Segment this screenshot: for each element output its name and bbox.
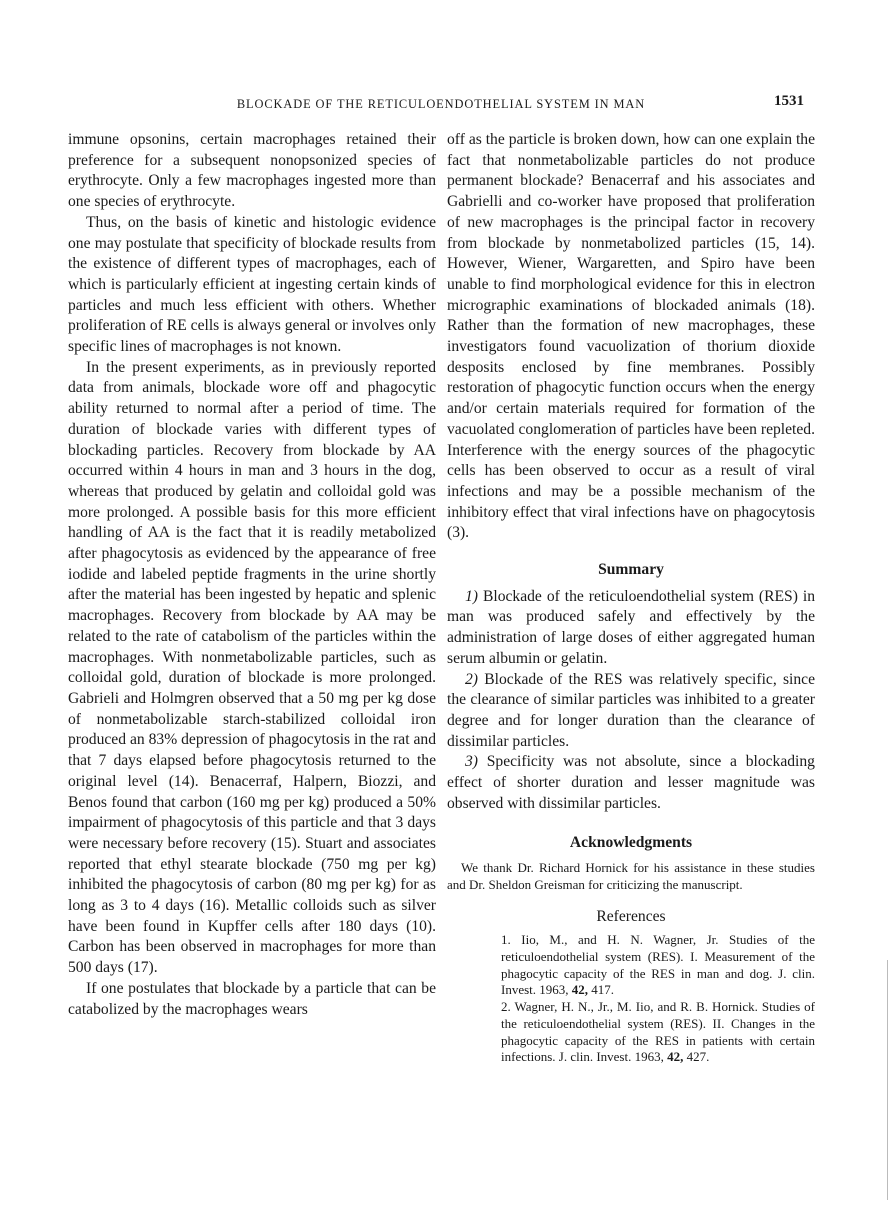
acknowledgments-text: We thank Dr. Richard Hornick for his assistance in these studies and Dr. Sheldon Greisman for criticizing the manuscript.	[447, 860, 815, 893]
summary-item-text: Blockade of the reticuloendothelial system (RES) in man was produced safely and effectively by the administration of large doses of either aggregated human serum albumin or gelatin.	[447, 587, 815, 667]
reference-volume: 42,	[571, 982, 589, 998]
reference-item	[447, 932, 815, 999]
summary-item	[447, 587, 815, 670]
body-paragraph: off as the particle is broken down, how can one explain the fact that nonmetabolizable particles do not produce permanent blockade? Benacerraf and his associates and Gabrielli and co-worker have proposed that proliferation of new macrophages is the principal factor in recovery from blockade by nonmetabolized particles (15, 14). However, Wiener, Wargaretten, and Spiro have been unable to find morphological evidence for this in electron micrographic examinations of blockaded animals (18). Rather than the formation of new macrophages, these investigators found vacuolization of thorium dioxide desposits enclosed by fine membranes. Possibly restoration of phagocytic function occurs when the energy and/or certain materials required for formation of the vacuolated conglomeration of particles have been repleted. Interference with the energy sources of the phagocytic cells has been observed to occur as a result of viral infections and may be a possible mechanism of the inhibitory effect that viral infections have on phagocytosis (3).	[447, 131, 815, 542]
left-column	[68, 130, 436, 1020]
running-head: BLOCKADE OF THE RETICULOENDOTHELIAL SYSTEM IN MAN	[236, 97, 646, 111]
body-paragraph: immune opsonins, certain macrophages retained their preference for a subsequent nonopsonized species of erythrocyte. Only a few macrophages ingested more than one species of erythrocyte.	[68, 131, 436, 211]
summary-item-text: Blockade of the RES was relatively specific, since the clearance of similar particles was inhibited to a greater degree and for longer duration than the clearance of dissimilar particles.	[447, 670, 816, 750]
summary-item-text: Specificity was not absolute, since a blockading effect of shorter duration and lesser magnitude was observed with dissimilar particles.	[447, 753, 815, 812]
reference-volume: 42,	[667, 1049, 684, 1065]
reference-page: 427.	[686, 1049, 710, 1065]
page-number: 1531	[774, 93, 804, 109]
reference-text: Wagner, H. N., Jr., M. Iio, and R. B. Hornick. Studies of the reticuloendothelial system (RES). II. Changes in the phagocytic capacity of the RES in patients with certain infections. J. clin. Invest. 1963,	[501, 999, 815, 1065]
acknowledgments-heading: Acknowledgments	[569, 833, 693, 851]
body-paragraph: If one postulates that blockade by a particle that can be catabolized by the macrophages wears	[68, 979, 436, 1018]
summary-item-number: 3)	[465, 753, 478, 771]
summary-item	[447, 670, 815, 753]
right-column	[447, 130, 815, 1066]
summary-item-number: 1)	[465, 587, 478, 605]
reference-number: 2.	[501, 999, 511, 1015]
reference-number: 1.	[501, 931, 511, 947]
reference-page: 417.	[591, 982, 615, 998]
summary-item	[447, 752, 815, 814]
reference-text: Iio, M., and H. N. Wagner, Jr. Studies of the reticuloendothelial system (RES). I. Measurement of the phagocytic capacity of the RES in man and dog. J. clin. Invest. 1963,	[501, 931, 815, 998]
body-paragraph: Thus, on the basis of kinetic and histologic evidence one may postulate that specificity of blockade results from the existence of different types of macrophages, each of which is particularly efficient at ingesting certain kinds of particles and much less efficient with others. Whether proliferation of RE cells is always general or involves only specific lines of macrophages is not known.	[68, 213, 436, 356]
summary-item-number: 2)	[465, 670, 478, 688]
scan-edge-mark	[887, 960, 888, 1200]
references-heading: References	[596, 908, 666, 926]
reference-item	[447, 999, 815, 1066]
summary-heading: Summary	[598, 561, 664, 579]
body-paragraph: In the present experiments, as in previously reported data from animals, blockade wore off and phagocytic ability returned to normal after a period of time. The duration of blockade varies with different types of blockading particles. Recovery from blockade by AA occurred within 4 hours in man and 3 hours in the dog, whereas that produced by gelatin and colloidal gold was more prolonged. A possible basis for this more efficient handling of AA is the fact that it is readily metabolized after phagocytosis as evidenced by the appearance of free iodide and labeled peptide fragments in the urine shortly after the material has been ingested by hepatic and splenic macrophages. Recovery from blockade by AA may be related to the rate of catabolism of the particles within the macrophages. With nonmetabolizable particles, such as colloidal gold, duration of blockade is more prolonged. Gabrieli and Holmgren observed that a 50 mg per kg dose of nonmetabolizable starch-stabilized colloidal iron produced an 83% depression of phagocytosis in the rat and that 7 days elapsed before phagocytosis returned to the original level (14). Benacerraf, Halpern, Biozzi, and Benos found that carbon (160 mg per kg) produced a 50% impairment of phagocytosis of this particle and that 3 days were necessary before recovery (15). Stuart and associates reported that ethyl stearate blockade (750 mg per kg) inhibited the phagocytosis of carbon (80 mg per kg) for as long as 3 to 4 days (16). Metallic colloids such as silver have been found in Kupffer cells after 180 days (10). Carbon has been observed in macrophages for more than 500 days (17).	[68, 358, 436, 977]
